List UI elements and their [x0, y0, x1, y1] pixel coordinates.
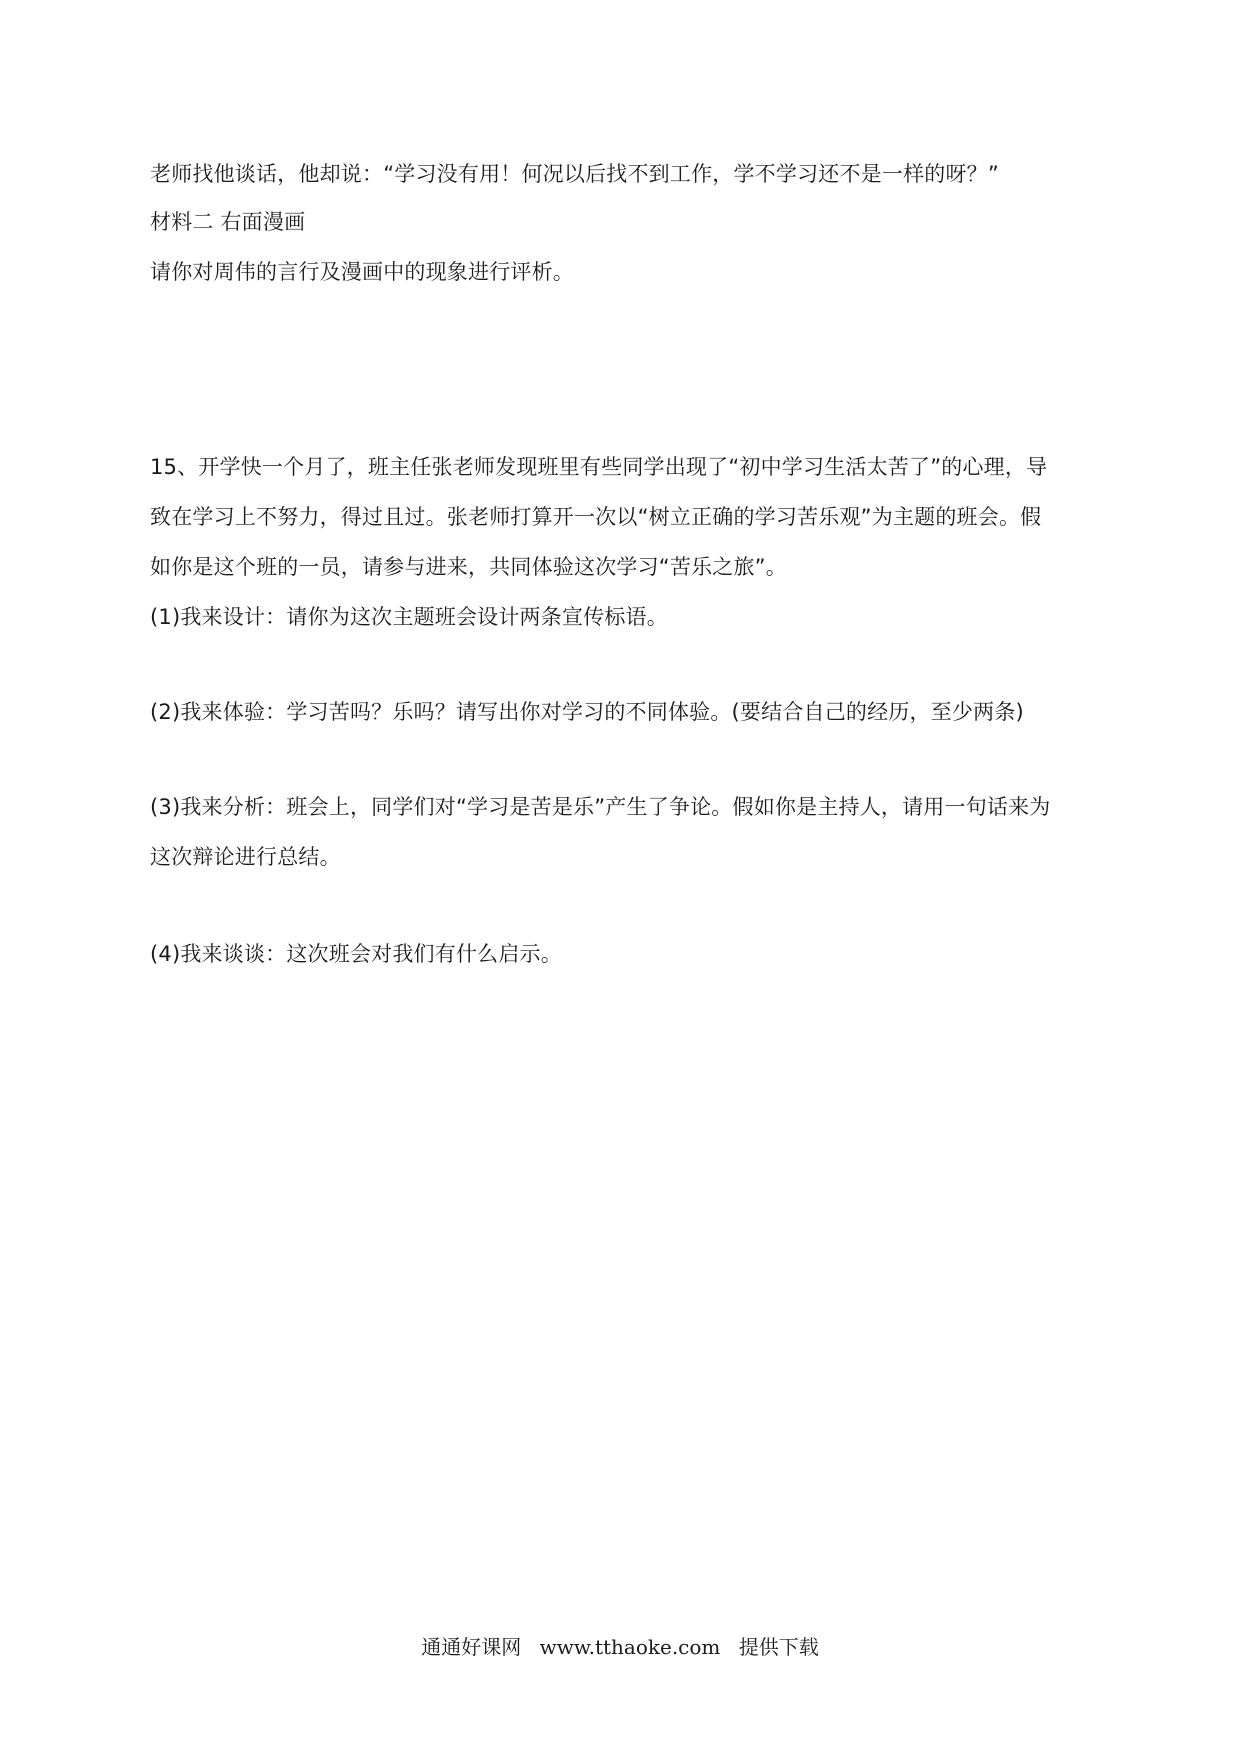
sub-question-2: (2)我来体验：学习苦吗？乐吗？请写出你对学习的不同体验。(要结合自己的经历，至少两条) [150, 700, 1024, 724]
text-line: 请你对周伟的言行及漫画中的现象进行评析。 [150, 260, 574, 284]
question-15-line: 致在学习上不努力，得过且过。张老师打算开一次以“树立正确的学习苦乐观”为主题的班会。假 [150, 505, 1042, 529]
text-line: 材料二 右面漫画 [150, 210, 306, 234]
question-15-line: 15、开学快一个月了，班主任张老师发现班里有些同学出现了“初中学习生活太苦了”的心理，导 [150, 455, 1048, 479]
sub-question-4: (4)我来谈谈：这次班会对我们有什么启示。 [150, 942, 562, 966]
sub-question-1: (1)我来设计：请你为这次主题班会设计两条宣传标语。 [150, 605, 668, 629]
question-15-line: 如你是这个班的一员，请参与进来，共同体验这次学习“苦乐之旅”。 [150, 555, 787, 579]
text-line: 老师找他谈话，他却说：“学习没有用！何况以后找不到工作，学不学习还不是一样的呀？” [150, 162, 999, 186]
footer-url[interactable]: www.tthaoke.com [539, 1635, 721, 1659]
footer-site-name: 通通好课网 [421, 1635, 522, 1659]
sub-question-3: (3)我来分析：班会上，同学们对“学习是苦是乐”产生了争论。假如你是主持人，请用一句话来为 [150, 795, 1051, 819]
page-footer [0, 1635, 1240, 1659]
sub-question-3-cont: 这次辩论进行总结。 [150, 845, 341, 869]
footer-note: 提供下载 [738, 1635, 819, 1659]
